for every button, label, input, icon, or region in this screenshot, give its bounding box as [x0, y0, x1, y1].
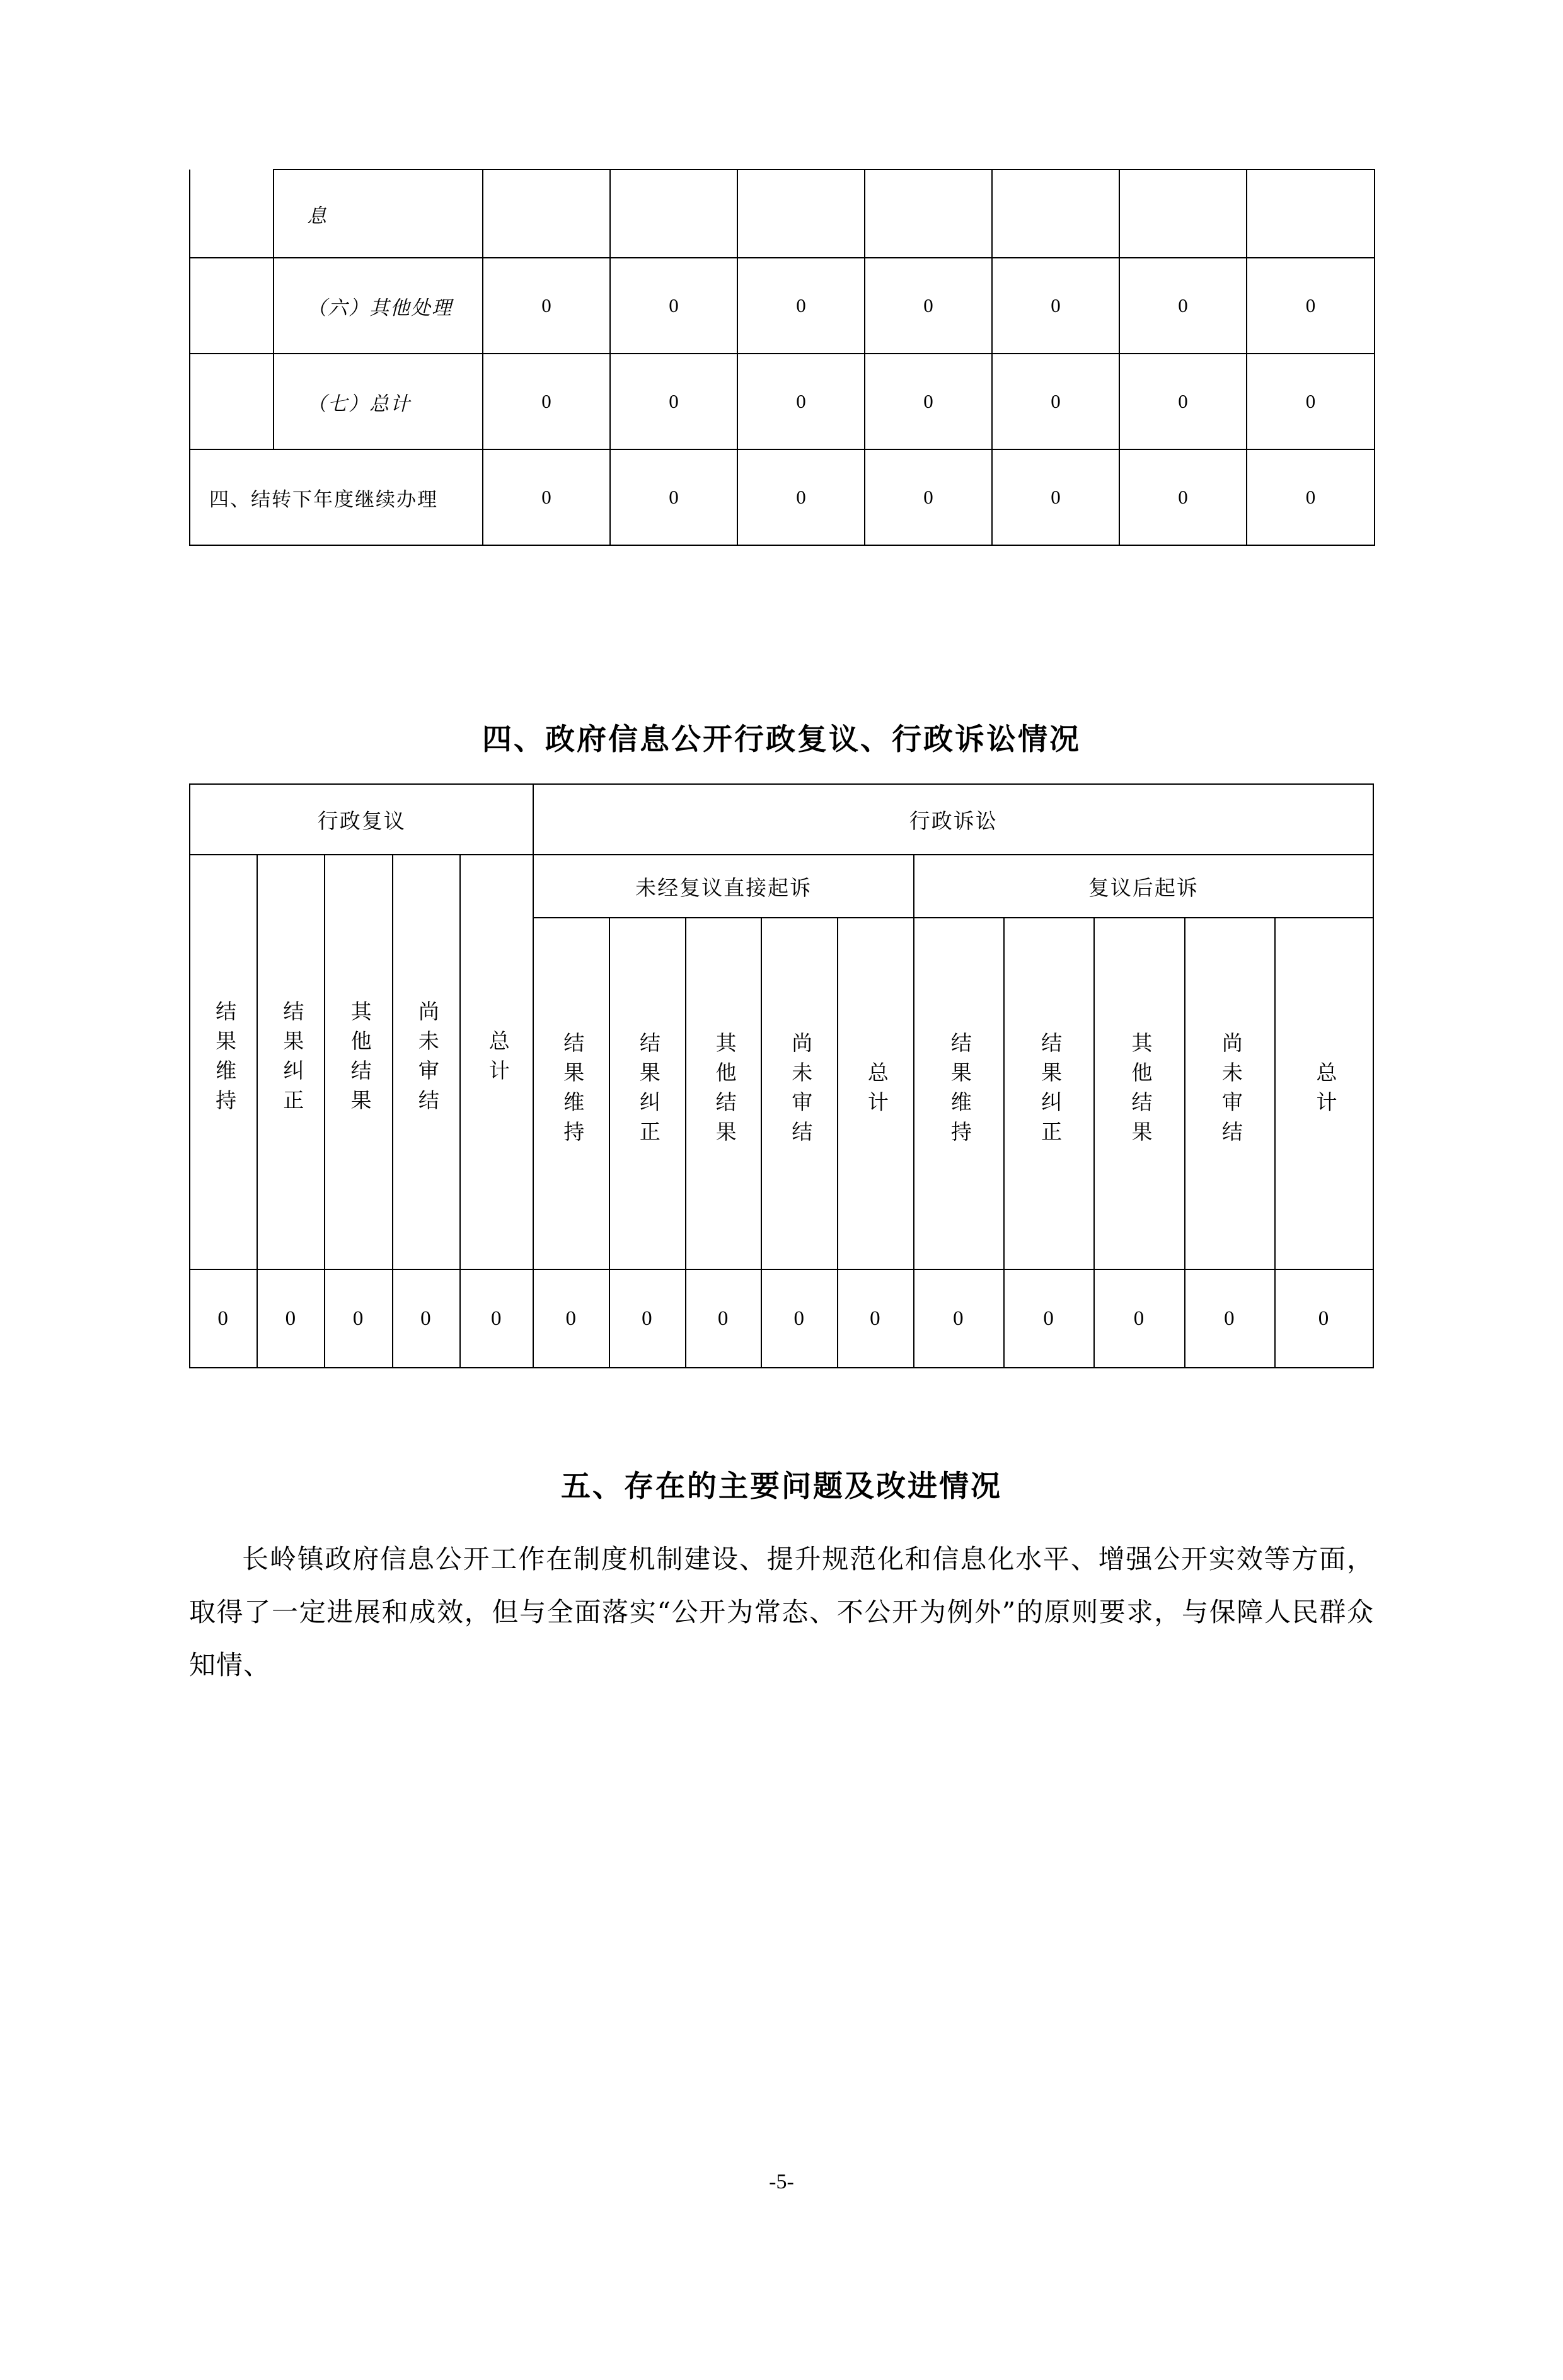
section-heading-five: 五、存在的主要问题及改进情况 [561, 1469, 1002, 1504]
cell-value [865, 170, 992, 258]
col-header-direct-total [838, 918, 914, 1269]
col-header-text: 结果纠正 [280, 1000, 303, 1119]
cell-value: 0 [838, 1269, 914, 1368]
row-spacer-cell [190, 354, 274, 449]
cell-value: 0 [325, 1269, 392, 1368]
table-row [190, 449, 1375, 545]
continued-statistics-table [189, 169, 1375, 546]
row-label: 四、结转下年度继续办理 [190, 449, 483, 545]
section-heading-four: 四、政府信息公开行政复议、行政诉讼情况 [482, 722, 1081, 757]
col-header-postreview-corrected [1004, 918, 1094, 1269]
col-header-postreview-total [1275, 918, 1373, 1269]
table-subheader-row [190, 855, 1373, 918]
cell-value: 0 [865, 258, 992, 354]
col-header-direct-upheld [533, 918, 609, 1269]
cell-value [1119, 170, 1247, 258]
table-row [190, 1269, 1373, 1368]
row-label: 息 [274, 170, 483, 258]
col-header-review-corrected [257, 855, 325, 1269]
col-header-text: 尚未审结 [788, 1031, 812, 1150]
cell-value: 0 [1275, 1269, 1373, 1368]
cell-value: 0 [737, 354, 865, 449]
col-header-text: 尚未审结 [415, 1000, 438, 1119]
cell-value: 0 [737, 449, 865, 545]
cell-value: 0 [1004, 1269, 1094, 1368]
cell-value: 0 [761, 1269, 838, 1368]
col-header-review-upheld [190, 855, 257, 1269]
review-litigation-table [189, 783, 1374, 1368]
cell-value: 0 [737, 258, 865, 354]
table-header-row [190, 784, 1373, 855]
cell-value: 0 [992, 354, 1119, 449]
col-header-text: 结果纠正 [1038, 1031, 1061, 1150]
row-spacer-cell [190, 258, 274, 354]
cell-value: 0 [393, 1269, 460, 1368]
row-label: （七）总计 [274, 354, 483, 449]
cell-value: 0 [1185, 1269, 1275, 1368]
table-row [190, 170, 1375, 258]
col-header-postreview-other [1094, 918, 1184, 1269]
col-header-text: 结果纠正 [636, 1031, 659, 1150]
cell-value [737, 170, 865, 258]
document-page [0, 169, 1563, 2380]
table-row [190, 354, 1375, 449]
col-header-text: 尚未审结 [1218, 1031, 1242, 1150]
col-header-text: 其他结果 [347, 1000, 371, 1119]
subgroup-header-post-review-litigation: 复议后起诉 [914, 855, 1373, 918]
subgroup-header-direct-litigation: 未经复议直接起诉 [533, 855, 913, 918]
row-label: （六）其他处理 [274, 258, 483, 354]
cell-value: 0 [865, 449, 992, 545]
col-header-text: 结果维持 [560, 1031, 584, 1150]
cell-value: 0 [483, 354, 610, 449]
cell-value: 0 [1247, 258, 1375, 354]
col-header-postreview-upheld [914, 918, 1004, 1269]
cell-value: 0 [992, 258, 1119, 354]
cell-value: 0 [610, 258, 737, 354]
col-header-direct-corrected [609, 918, 686, 1269]
cell-value [992, 170, 1119, 258]
cell-value: 0 [1247, 449, 1375, 545]
col-header-postreview-pending [1185, 918, 1275, 1269]
page-number: -5- [769, 2170, 794, 2193]
table-row [190, 258, 1375, 354]
cell-value: 0 [460, 1269, 534, 1368]
col-header-text: 总计 [1313, 1061, 1336, 1121]
cell-value: 0 [1119, 258, 1247, 354]
cell-value: 0 [610, 354, 737, 449]
cell-value [483, 170, 610, 258]
group-header-administrative-review: 行政复议 [190, 784, 533, 855]
row-spacer-cell [190, 170, 274, 258]
cell-value: 0 [1119, 449, 1247, 545]
col-header-direct-other [686, 918, 762, 1269]
cell-value: 0 [533, 1269, 609, 1368]
cell-value [1247, 170, 1375, 258]
cell-value: 0 [257, 1269, 325, 1368]
cell-value [610, 170, 737, 258]
col-header-text: 总计 [485, 1029, 509, 1089]
cell-value: 0 [609, 1269, 686, 1368]
group-header-administrative-litigation: 行政诉讼 [533, 784, 1373, 855]
col-header-direct-pending [761, 918, 838, 1269]
cell-value: 0 [1094, 1269, 1184, 1368]
col-header-text: 其他结果 [712, 1031, 735, 1150]
cell-value: 0 [1247, 354, 1375, 449]
col-header-text: 其他结果 [1128, 1031, 1151, 1150]
section-five-paragraph: 长岭镇政府信息公开工作在制度机制建设、提升规范化和信息化水平、增强公开实效等方面，取得了一定进展和成效，但与全面落实“公开为常态、不公开为例外”的原则要求，与保障人民群众知情、 [189, 1544, 1374, 1680]
cell-value: 0 [686, 1269, 762, 1368]
cell-value: 0 [914, 1269, 1004, 1368]
cell-value: 0 [483, 258, 610, 354]
cell-value: 0 [610, 449, 737, 545]
col-header-text: 结果维持 [947, 1031, 971, 1150]
col-header-review-total [460, 855, 534, 1269]
cell-value: 0 [1119, 354, 1247, 449]
cell-value: 0 [190, 1269, 257, 1368]
col-header-text: 总计 [864, 1061, 887, 1121]
col-header-review-pending [393, 855, 460, 1269]
cell-value: 0 [483, 449, 610, 545]
cell-value: 0 [865, 354, 992, 449]
cell-value: 0 [992, 449, 1119, 545]
col-header-review-other [325, 855, 392, 1269]
col-header-text: 结果维持 [212, 1000, 236, 1119]
